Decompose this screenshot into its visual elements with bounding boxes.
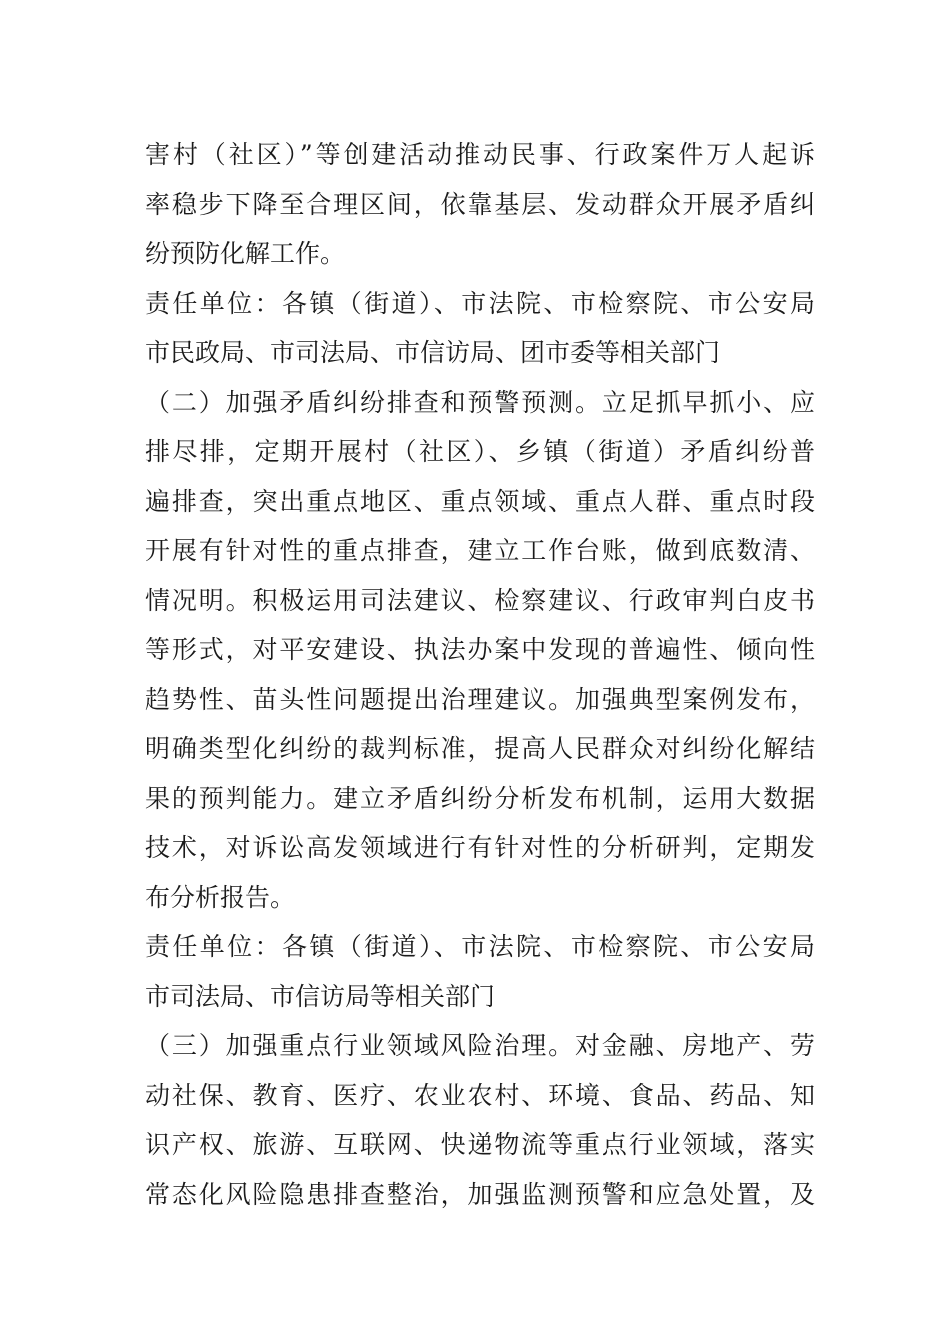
- body-line: 纷预防化解工作。: [145, 239, 346, 268]
- section-heading-line: （二）加强矛盾纠纷排查和预警预测。立足抓早抓小、应: [145, 387, 815, 417]
- body-line: 趋势性、苗头性问题提出治理建议。加强典型案例发布，: [145, 684, 815, 714]
- responsibility-line: 市司法局、市信访局等相关部门: [145, 981, 496, 1011]
- body-line: 遍排查，突出重点地区、重点领域、重点人群、重点时段: [145, 486, 815, 516]
- body-line: 动社保、教育、医疗、农业农村、环境、食品、药品、知: [145, 1080, 815, 1110]
- body-line: 害村（社区）”等创建活动推动民事、行政案件万人起诉: [145, 140, 815, 169]
- section-heading-line: （三）加强重点行业领域风险治理。对金融、房地产、劳: [145, 1031, 815, 1060]
- responsibility-line: 市民政局、市司法局、市信访局、团市委等相关部门: [145, 338, 721, 367]
- body-line: 常态化风险隐患排查整治，加强监测预警和应急处置，及: [145, 1179, 815, 1209]
- responsibility-line: 责任单位：各镇（街道）、市法院、市检察院、市公安局: [145, 932, 815, 961]
- body-line: 率稳步下降至合理区间，依靠基层、发动群众开展矛盾纠: [145, 189, 815, 219]
- body-line: 识产权、旅游、互联网、快递物流等重点行业领域，落实: [145, 1130, 815, 1159]
- body-line: 等形式，对平安建设、执法办案中发现的普遍性、倾向性: [145, 635, 815, 664]
- body-line: 开展有针对性的重点排查，建立工作台账，做到底数清、: [145, 536, 815, 565]
- body-line: 情况明。积极运用司法建议、检察建议、行政审判白皮书: [145, 585, 815, 615]
- body-line: 技术，对诉讼高发领域进行有针对性的分析研判，定期发: [145, 833, 815, 862]
- document-body: [145, 130, 815, 1219]
- body-line: 明确类型化纠纷的裁判标准，提高人民群众对纠纷化解结: [145, 734, 815, 763]
- body-line: 布分析报告。: [145, 882, 296, 912]
- responsibility-line: 责任单位：各镇（街道）、市法院、市检察院、市公安局: [145, 288, 815, 318]
- body-line: 排尽排，定期开展村（社区）、乡镇（街道）矛盾纠纷普: [145, 437, 815, 466]
- body-line: 果的预判能力。建立矛盾纠纷分析发布机制，运用大数据: [145, 783, 815, 813]
